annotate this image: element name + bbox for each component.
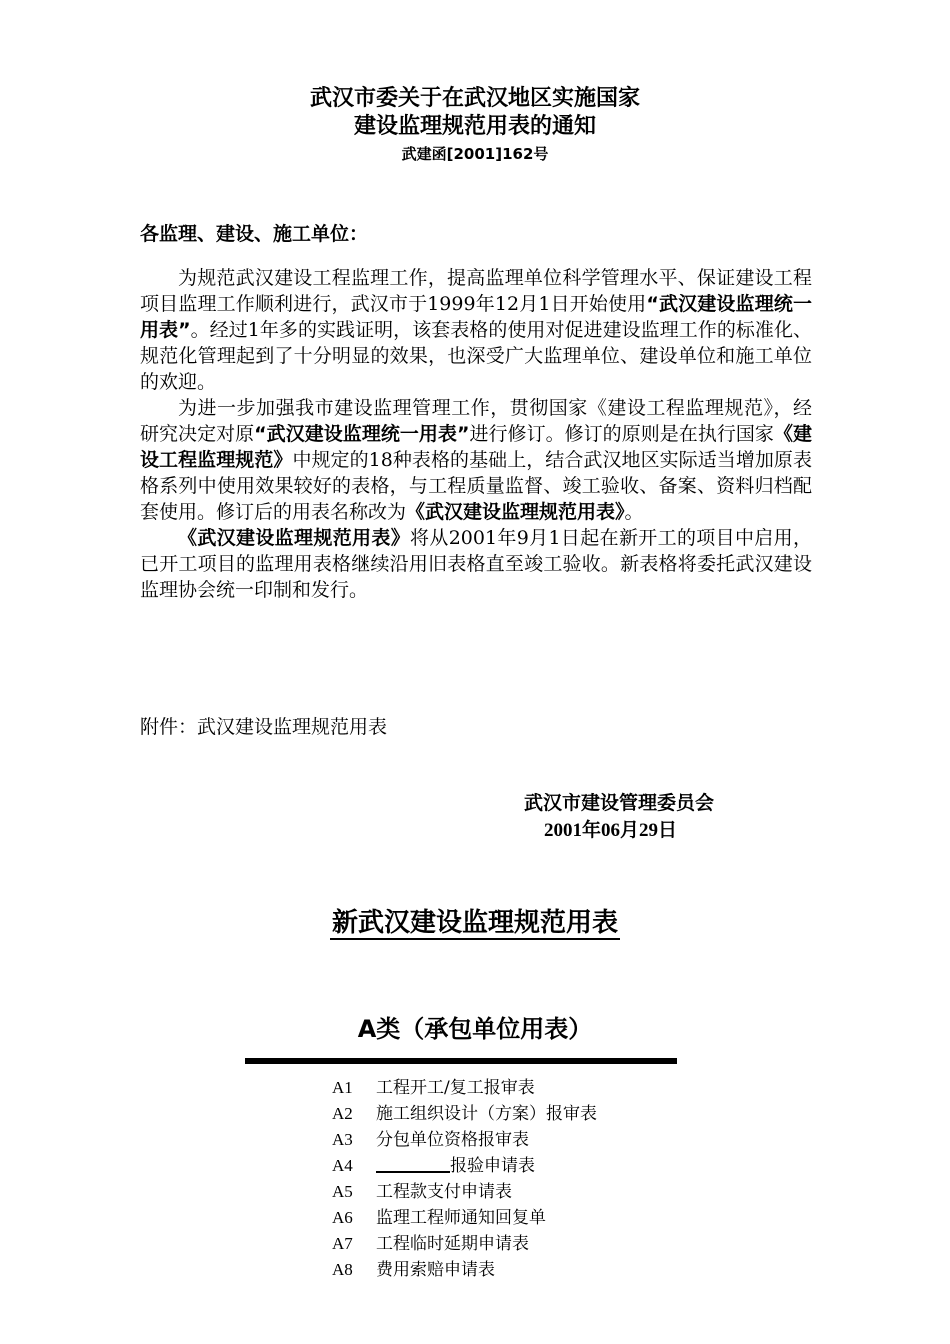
body-paragraph [140, 265, 812, 395]
paragraph-text: 。经过1年多的实践证明，该套表格的使用对促进建设监理工作的标准化、规范化管理起到了十分明显的效果，也深受广大监理单位、建设单位和施工单位的欢迎。 [140, 319, 812, 393]
paragraph-text: 为进一步加强我市建设监理管理工作，贯彻国家《建设工程监理规范》，经研究决定对原 [140, 397, 812, 445]
signature-date: 2001年06月29日 [544, 820, 678, 841]
paragraph-text: 中规定的18种表格的基础上，结合武汉地区实际适当增加原表格系列中使用效果较好的表格，与工程质量监督、竣工验收、备案、资料归档配套使用。修订后的用表名称改为 [140, 449, 812, 523]
form-list-item [332, 1127, 597, 1153]
form-list-item [332, 1257, 597, 1283]
form-name [376, 1205, 546, 1231]
form-name [376, 1231, 529, 1257]
form-list [332, 1075, 597, 1283]
form-name [376, 1153, 535, 1179]
form-name-text: 施工组织设计（方案）报审表 [376, 1104, 597, 1124]
form-code: A8 [332, 1260, 353, 1279]
body-paragraph [140, 525, 812, 603]
paragraph-text: 。 [624, 501, 644, 523]
notice-body [140, 265, 812, 603]
emphasized-text: 《建设工程监理规范》 [140, 423, 812, 471]
form-name-text: 工程款支付申请表 [376, 1182, 512, 1202]
form-list-item [332, 1153, 597, 1179]
fill-in-blank [376, 1153, 450, 1173]
form-name [376, 1257, 495, 1283]
salutation: 各监理、建设、施工单位： [140, 223, 369, 245]
category-divider [245, 1058, 677, 1064]
paragraph-text: 将从2001年9月1日起在新开工的项目中启用，已开工项目的监理用表格继续沿用旧表格直至竣工验收。新表格将委托武汉建设监理协会统一印制和发行。 [140, 527, 812, 601]
form-name [376, 1075, 535, 1101]
form-list-item [332, 1101, 597, 1127]
form-name-text: 工程临时延期申请表 [376, 1234, 529, 1254]
form-code: A4 [332, 1156, 353, 1175]
form-name-text: 费用索赔申请表 [376, 1260, 495, 1280]
signature-block [524, 790, 714, 844]
form-code: A1 [332, 1078, 353, 1097]
section-title-text: 新武汉建设监理规范用表 [331, 908, 618, 938]
form-code: A5 [332, 1182, 353, 1201]
form-list-item [332, 1075, 597, 1101]
form-list-item [332, 1231, 597, 1257]
form-list-item [332, 1179, 597, 1205]
document-number: 武建函[2001]162号 [401, 145, 549, 163]
signature-org: 武汉市建设管理委员会 [524, 792, 715, 814]
form-name-text: 分包单位资格报审表 [376, 1130, 529, 1150]
attachment-line: 附件：武汉建设监理规范用表 [140, 716, 388, 738]
form-name [376, 1127, 529, 1153]
category-title: A类（承包单位用表） [357, 1015, 593, 1043]
form-name [376, 1101, 597, 1127]
form-name-text: 工程开工/复工报审表 [376, 1078, 535, 1098]
notice-title-line1: 武汉市委关于在武汉地区实施国家 [309, 86, 640, 111]
emphasized-text: “武汉建设监理统一用表” [140, 293, 812, 341]
form-list-item [332, 1205, 597, 1231]
paragraph-text: 为规范武汉建设工程监理工作，提高监理单位科学管理水平、保证建设工程项目监理工作顺利进行，武汉市于1999年12月1日开始使用 [140, 267, 812, 315]
emphasized-text: 《武汉建设监理规范用表》 [406, 501, 625, 523]
form-code: A7 [332, 1234, 353, 1253]
emphasized-text: “武汉建设监理统一用表” [254, 423, 470, 445]
form-name-text: 监理工程师通知回复单 [376, 1208, 546, 1228]
form-code: A3 [332, 1130, 353, 1149]
emphasized-text: 《武汉建设监理规范用表》 [178, 527, 411, 549]
notice-title-line2: 建设监理规范用表的通知 [353, 114, 596, 139]
form-name [376, 1179, 512, 1205]
section-title [0, 902, 950, 939]
paragraph-text: 进行修订。修订的原则是在执行国家 [469, 423, 774, 445]
form-code: A2 [332, 1104, 353, 1123]
form-code: A6 [332, 1208, 353, 1227]
form-name-text: 报验申请表 [450, 1156, 535, 1176]
body-paragraph [140, 395, 812, 525]
